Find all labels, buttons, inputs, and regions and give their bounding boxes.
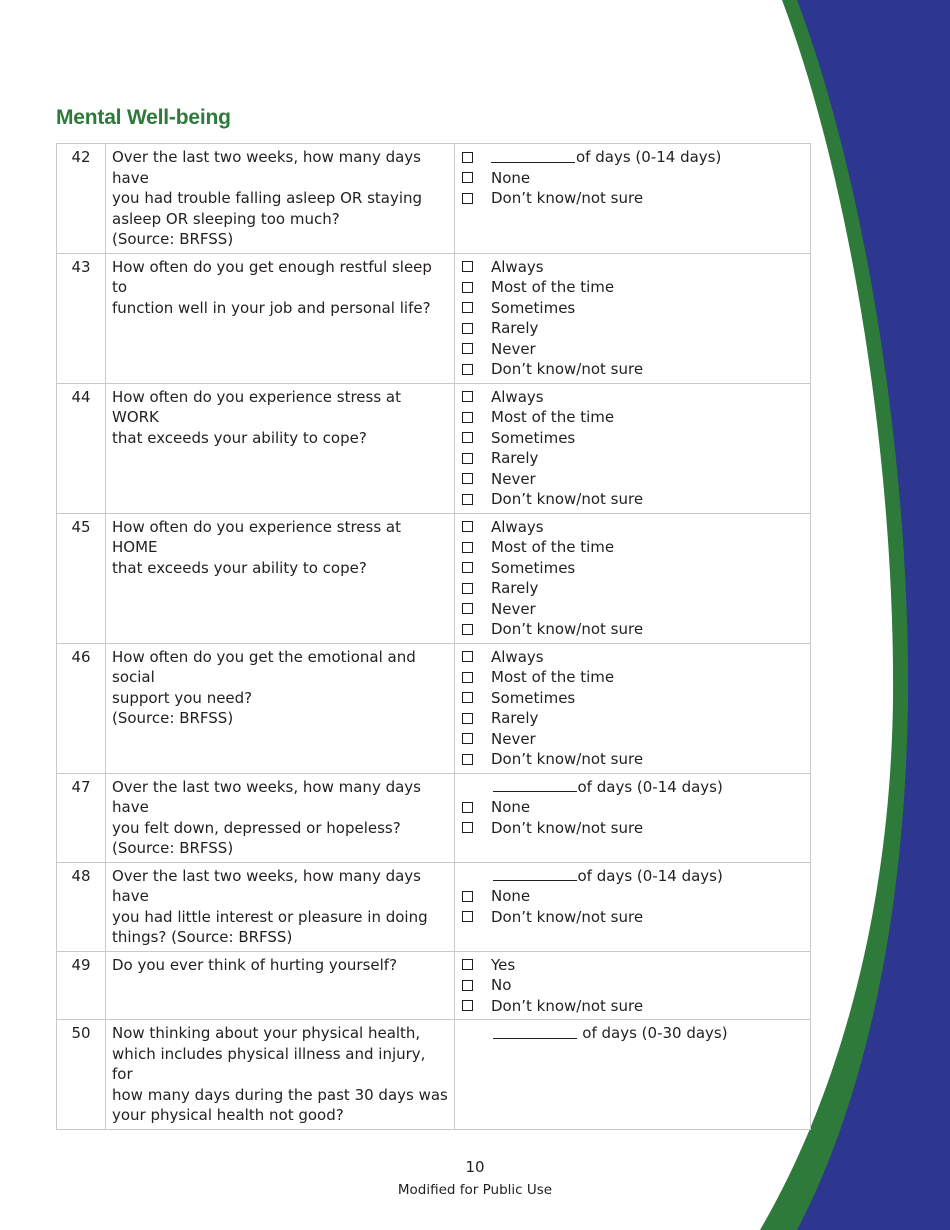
question-text [106, 513, 455, 643]
answer-option[interactable] [461, 448, 804, 469]
option-label: Rarely [491, 709, 539, 727]
question-text [106, 862, 455, 951]
option-label: Most of the time [491, 538, 615, 556]
answer-options [455, 773, 811, 862]
question-line: Over the last two weeks, how many days have [112, 777, 421, 816]
checkbox[interactable] [462, 583, 473, 594]
answer-option[interactable] [461, 489, 804, 510]
answer-option[interactable] [461, 168, 804, 189]
option-label: Most of the time [491, 278, 615, 296]
question-number: 49 [57, 951, 106, 1020]
checkbox[interactable] [462, 473, 473, 484]
checkbox[interactable] [462, 172, 473, 183]
question-line: Now thinking about your physical health, [112, 1024, 421, 1042]
option-label: Never [491, 469, 536, 488]
option-label: Most of the time [491, 668, 615, 686]
option-label: Don’t know/not sure [491, 620, 644, 638]
footer-note: Modified for Public Use [397, 1182, 553, 1198]
answer-option[interactable] [461, 257, 804, 278]
question-text [106, 773, 455, 862]
answer-option[interactable] [461, 318, 804, 339]
answer-option[interactable] [461, 797, 804, 818]
answer-option[interactable] [461, 708, 804, 729]
question-line: How often do you get enough restful sleep to [112, 257, 432, 296]
question-row [57, 773, 811, 862]
option-label: Always [491, 647, 544, 666]
answer-option[interactable] [461, 339, 804, 360]
option-label: Sometimes [491, 428, 576, 447]
checkbox[interactable] [462, 959, 473, 970]
question-line: Over the last two weeks, how many days have [112, 148, 421, 187]
checkbox[interactable] [462, 713, 473, 724]
answer-option[interactable] [461, 578, 804, 599]
checkbox[interactable] [462, 692, 473, 703]
checkbox[interactable] [462, 323, 473, 334]
question-line: (Source: BRFSS) [112, 230, 234, 248]
question-number: 50 [57, 1020, 106, 1130]
checkbox[interactable] [462, 980, 473, 991]
question-line: How often do you get the emotional and social [112, 647, 416, 686]
days-blank-line[interactable] [491, 148, 575, 163]
blue-swoosh [797, 0, 950, 1230]
question-line: which includes physical illness and injury, for [112, 1044, 426, 1083]
option-label: Yes [491, 955, 516, 974]
checkbox[interactable] [462, 603, 473, 614]
answer-option[interactable] [461, 688, 804, 709]
checkbox[interactable] [462, 624, 473, 635]
question-row [57, 643, 811, 773]
answer-option[interactable] [461, 277, 804, 298]
option-label: Rarely [491, 319, 539, 337]
question-number: 45 [57, 513, 106, 643]
question-line: (Source: BRFSS) [112, 839, 234, 857]
days-count-field[interactable] [461, 1023, 804, 1044]
question-row [57, 144, 811, 254]
checkbox[interactable] [462, 562, 473, 573]
question-number: 47 [57, 773, 106, 862]
question-row [57, 253, 811, 383]
question-line: how many days during the past 30 days was [112, 1085, 448, 1104]
days-label: of days (0-14 days) [576, 148, 722, 166]
answer-option[interactable] [461, 558, 804, 579]
question-line: Do you ever think of hurting yourself? [112, 955, 398, 974]
question-line: Over the last two weeks, how many days have [112, 866, 421, 905]
checkbox[interactable] [462, 261, 473, 272]
answer-options [455, 862, 811, 951]
days-count-field[interactable] [461, 147, 804, 168]
question-row [57, 383, 811, 513]
option-label: None [491, 887, 531, 905]
answer-options [455, 513, 811, 643]
option-label: Don’t know/not sure [491, 750, 644, 768]
answer-option[interactable] [461, 907, 804, 928]
option-label: Don’t know/not sure [491, 490, 644, 508]
option-label: Never [491, 339, 536, 358]
checkbox[interactable] [462, 152, 473, 163]
question-number: 43 [57, 253, 106, 383]
days-label: of days (0-14 days) [577, 777, 723, 796]
question-line: you had trouble falling asleep OR staying [112, 189, 423, 207]
answer-option[interactable] [461, 469, 804, 490]
checkbox[interactable] [462, 302, 473, 313]
checkbox[interactable] [462, 521, 473, 532]
option-label: Sometimes [491, 688, 576, 707]
checkbox[interactable] [462, 364, 473, 375]
option-label: Don’t know/not sure [491, 189, 644, 207]
checkbox[interactable] [462, 494, 473, 505]
checkbox[interactable] [462, 1000, 473, 1011]
days-blank-line[interactable] [493, 777, 577, 792]
checkbox[interactable] [462, 672, 473, 683]
question-row [57, 862, 811, 951]
question-line: How often do you experience stress at WORK [112, 387, 402, 426]
question-number: 48 [57, 862, 106, 951]
answer-options [455, 1020, 811, 1130]
answer-option[interactable] [461, 749, 804, 770]
question-row [57, 1020, 811, 1130]
option-label: None [491, 168, 531, 187]
section-title: Mental Well-being [56, 106, 231, 129]
question-text [106, 383, 455, 513]
answer-option[interactable] [461, 407, 804, 428]
answer-option[interactable] [461, 387, 804, 408]
answer-option[interactable] [461, 955, 804, 976]
question-number: 46 [57, 643, 106, 773]
question-text [106, 951, 455, 1020]
answer-options [455, 643, 811, 773]
question-line: you had little interest or pleasure in doing [112, 907, 428, 926]
checkbox[interactable] [462, 391, 473, 402]
answer-option[interactable] [461, 818, 804, 839]
question-text [106, 144, 455, 254]
days-blank-line[interactable] [493, 1024, 577, 1039]
answer-option[interactable] [461, 298, 804, 319]
question-row [57, 513, 811, 643]
question-text [106, 643, 455, 773]
answer-options [455, 144, 811, 254]
answer-option[interactable] [461, 599, 804, 620]
question-line: asleep OR sleeping too much? [112, 209, 340, 228]
checkbox[interactable] [462, 754, 473, 765]
question-number: 44 [57, 383, 106, 513]
option-label: Sometimes [491, 558, 576, 577]
days-blank-line[interactable] [493, 866, 577, 881]
answer-option[interactable] [461, 428, 804, 449]
checkbox[interactable] [462, 343, 473, 354]
answer-option[interactable] [461, 517, 804, 538]
option-label: Always [491, 257, 544, 276]
answer-option[interactable] [461, 359, 804, 380]
question-number: 42 [57, 144, 106, 254]
answer-option[interactable] [461, 975, 804, 996]
answer-option[interactable] [461, 188, 804, 209]
question-line: (Source: BRFSS) [112, 709, 234, 727]
checkbox[interactable] [462, 911, 473, 922]
answer-option[interactable] [461, 537, 804, 558]
answer-option[interactable] [461, 996, 804, 1017]
days-label: of days (0-30 days) [577, 1024, 728, 1042]
question-line: support you need? [112, 688, 253, 707]
question-line: that exceeds your ability to cope? [112, 558, 367, 577]
checkbox[interactable] [462, 453, 473, 464]
option-label: Always [491, 387, 544, 406]
question-line: function well in your job and personal life? [112, 298, 431, 317]
question-line: How often do you experience stress at HOME [112, 517, 402, 556]
question-line: you felt down, depressed or hopeless? [112, 818, 401, 837]
option-label: Don’t know/not sure [491, 996, 644, 1015]
answer-option[interactable] [461, 619, 804, 640]
answer-options [455, 383, 811, 513]
question-row [57, 951, 811, 1020]
option-label: Rarely [491, 579, 539, 597]
days-label: of days (0-14 days) [577, 866, 723, 885]
option-label: Never [491, 599, 536, 618]
answer-option[interactable] [461, 886, 804, 907]
option-label: Sometimes [491, 298, 576, 317]
checkbox[interactable] [462, 542, 473, 553]
option-label: No [491, 976, 512, 994]
option-label: Never [491, 729, 536, 748]
checkbox[interactable] [462, 282, 473, 293]
question-line: your physical health not good? [112, 1106, 344, 1124]
answer-option[interactable] [461, 729, 804, 750]
answer-options [455, 951, 811, 1020]
days-count-field[interactable] [461, 777, 804, 798]
page-number: 10 [465, 1158, 485, 1176]
question-line: that exceeds your ability to cope? [112, 428, 367, 447]
checkbox[interactable] [462, 651, 473, 662]
checkbox[interactable] [462, 891, 473, 902]
checkbox[interactable] [462, 822, 473, 833]
checkbox[interactable] [462, 193, 473, 204]
question-text [106, 253, 455, 383]
option-label: Rarely [491, 449, 539, 467]
answer-options [455, 253, 811, 383]
option-label: Don’t know/not sure [491, 907, 644, 926]
checkbox[interactable] [462, 412, 473, 423]
option-label: None [491, 798, 531, 816]
days-count-field[interactable] [461, 866, 804, 887]
option-label: Don’t know/not sure [491, 818, 644, 837]
checkbox[interactable] [462, 802, 473, 813]
answer-option[interactable] [461, 667, 804, 688]
question-line: things? (Source: BRFSS) [112, 928, 293, 946]
checkbox[interactable] [462, 432, 473, 443]
option-label: Don’t know/not sure [491, 360, 644, 378]
option-label: Always [491, 517, 544, 536]
question-text [106, 1020, 455, 1130]
checkbox[interactable] [462, 733, 473, 744]
answer-option[interactable] [461, 647, 804, 668]
survey-table [56, 143, 811, 1130]
option-label: Most of the time [491, 408, 615, 426]
